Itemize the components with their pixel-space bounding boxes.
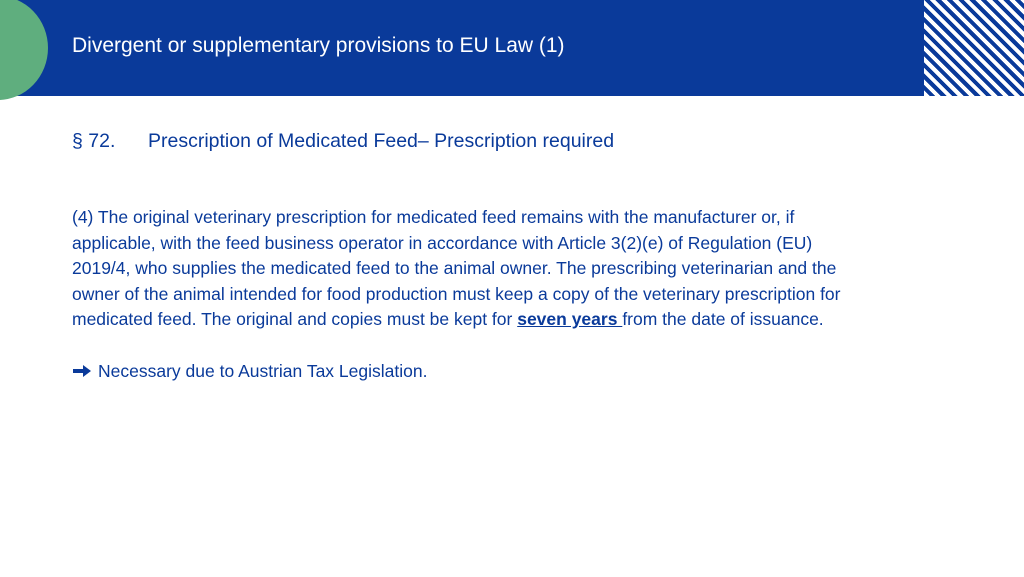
paragraph-text-after: from the date of issuance. [622,309,824,330]
paragraph-line: 2019/4, who supplies the medicated feed to the animal owner. The prescribing veterinarian and the [72,258,837,279]
paragraph-line: owner of the animal intended for food production must keep a copy of the veterinary prescription for [72,283,841,304]
section-heading [72,128,614,154]
highlight-seven-years: seven years [517,309,623,330]
paragraph-line-last [72,307,972,333]
header-bar [0,0,924,96]
arrow-right-icon [72,364,92,378]
paragraph-text-before: medicated feed. The original and copies must be kept for [72,309,518,330]
note-text: Necessary due to Austrian Tax Legislation. [98,361,428,381]
slide-title: Divergent or supplementary provisions to EU Law (1) [72,34,565,57]
section-number: § 72. [72,130,116,152]
green-circle-decoration [0,0,48,100]
paragraph-text [72,205,972,333]
paragraph-line: (4) The original veterinary prescription for medicated feed remains with the manufacturer or, if [72,207,795,227]
paragraph-line: applicable, with the feed business operator in accordance with Article 3(2)(e) of Regulation (EU) [72,232,813,253]
section-title: Prescription of Medicated Feed– Prescription required [148,130,615,152]
striped-pattern-decoration [924,0,1024,96]
note-line [72,359,427,384]
